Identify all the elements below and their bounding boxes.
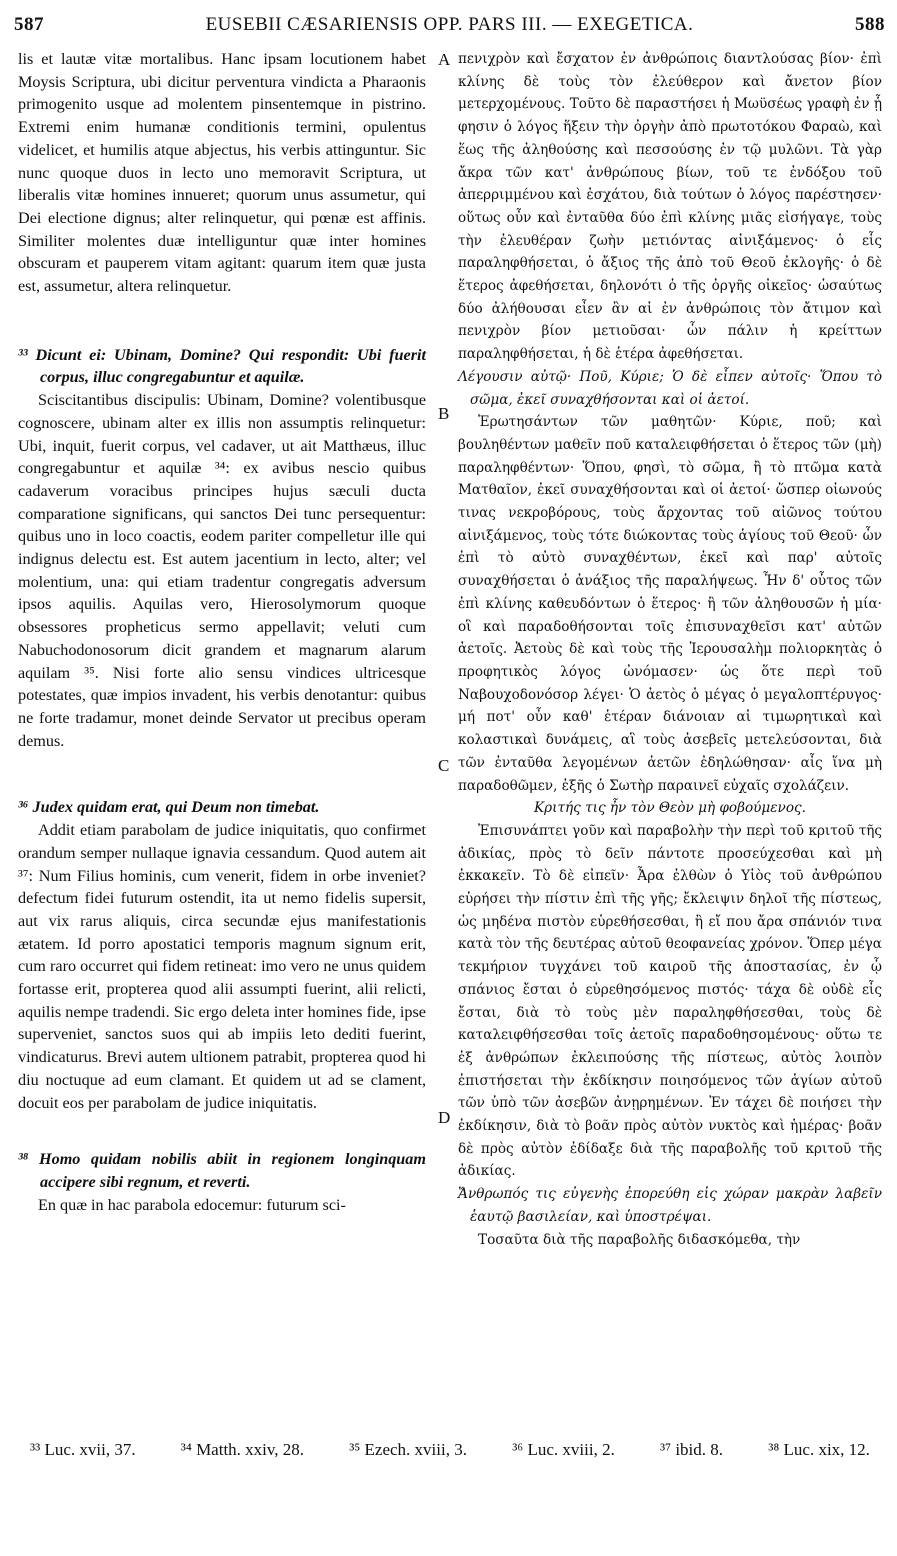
greek-paragraph-2: Ἐρωτησάντων τῶν μαθητῶν· Κύριε, ποῦ; καὶ βουληθέντων μαθεῖν ποῦ καταλειφθήσεται ὁ ἕτερος τῶν (μὴ) παραληφθέντων· Ὅπου, φησὶ, τὸ σῶμα, ἢ τὸ πτῶμα κατὰ Ματθαῖον, ἐκεῖ συναχθήσονται καὶ οἱ ἀετοί· ὥσπερ οἰωνούς τινας νεκροβόρους, τοὺς ἄρχοντας τοῦ αἰῶνος τούτου αἰνιξάμενος, τοὺς τότε διώκοντας τοὺς ἁγίους τοῦ Θεοῦ· ὧν ἐπὶ τὸ αὐτὸ συναχθέντων, ἐκεῖ καὶ παρ' αὐτοῖς συναχθήσεται ὁ ἀνάξιος τῆς παραλήψεως. Ἦν δ' οὗτος τῶν ἐπὶ κλίνης καθευδόντων ὁ ἕτερος· ἢ τῶν ἀληθουσῶν ἡ μία· οἳ καὶ παραδοθήσονται τοῖς ἐπισυναχθεῖσι κατ' αὐτῶν ἀετοῖς. Ἀετοὺς δὲ καὶ τοὺς τῆς Ἱερουσαλὴμ πολιορκητὰς ὁ προφητικὸς λόγος ὠνόμασεν· ὡς ὅτε περὶ τοῦ Ναβουχοδονόσορ λέγει· Ὁ ἀετὸς ὁ μέγας ὁ μεγαλοπτέρυγος· μή ποτ' οὖν καθ' ἑτέραν διάνοιαν αἱ τιμωρητικαὶ καὶ κολαστικαὶ δυνάμεις, αἳ τοὺς ἀσεβεῖς μετελεύσονται, διὰ τῶν ἐνταῦθα λεγομένων ἀετῶν ἐδηλώθησαν· αἷς ἵνα μὴ παραδοθῶμεν, ἑξῆς ὁ Σωτὴρ παραινεῖ εὐχαῖς σχολάζειν. bbox=[458, 414, 882, 794]
latin-verse-heading-36: ³⁶ Judex quidam erat, qui Deum non timebat. bbox=[18, 798, 320, 817]
latin-paragraph-1: lis et lautæ vitæ mortalibus. Hanc ipsam locutionem habet Moysis Scriptura, ubi dicitur perventura vindicta a Pharaonis primogenito usque ad molentem pinsentemque in pistrino. Extremi enim humanæ conditionis termini, opulentus videlicet, et humilis atque abjectus, his verbis attinguntur. Sic nunc quoque duos in lecto uno memoravit Scriptura, ut liberalis vitæ homines innueret; quorum unus assumetur, qui Dei electione dignus; alter relinquetur, qui pœnæ est affinis. Similiter molentes duæ intelliguntur quæ inter homines obscuram et pauperem vitam agitant: quarum item quæ justa est, assumetur, altera relinquetur. bbox=[18, 50, 426, 296]
greek-verse-heading-36: Κριτής τις ἦν τὸν Θεὸν μὴ φοβούμενος. bbox=[534, 800, 806, 817]
section-marker-c: C bbox=[438, 756, 450, 775]
latin-verse-heading-38: ³⁸ Homo quidam nobilis abiit in regionem longinquam accipere sibi regnum, et reverti. bbox=[18, 1150, 426, 1191]
footnotes bbox=[30, 1440, 870, 1460]
running-title: EUSEBII CÆSARIENSIS OPP. PARS III. — EXEGETICA. bbox=[205, 14, 694, 35]
greek-column bbox=[458, 48, 882, 1251]
footnote-38: ³⁸ Luc. xix, 12. bbox=[768, 1440, 870, 1459]
latin-verse-heading-33: ³³ Dicunt ei: Ubinam, Domine? Qui respondit: Ubi fuerit corpus, illuc congregabuntur et aquilæ. bbox=[18, 345, 426, 387]
greek-paragraph-1: πενιχρὸν καὶ ἔσχατον ἐν ἀνθρώποις διαντλούσας βίον· ἐπὶ κλίνης δὲ τοὺς τὸν ἐλεύθερον καὶ ἄνετον βίον μετερχομένους. Τοῦτο δὲ παραστήσει ἡ Μωϋσέως γραφὴ ἐν ᾗ φησιν ὁ λόγος ἥξειν τὴν ὀργὴν ἀπὸ πρωτοτόκου Φαραὼ, καὶ ἕως τῆς ἀληθούσης καὶ πεσσούσης ἐν τῷ μυλῶνι. Τὰ γὰρ ἄκρα τῶν κατ' ἀνθρώπους βίων, τοῦ τε ἐνδόξου τοῦ ἀπερριμμένου καὶ ἐσχάτου, διὰ τούτων ὁ λόγος παρέστησεν· οὕτως οὖν καὶ ἐνταῦθα δύο ἐπὶ κλίνης μιᾶς εἰσήγαγε, τοὺς τὴν ἐλευθέραν ζωὴν μετιόντας αἰνιξάμενος· ὁ εἷς παραληφθήσεται, ὁ ἄξιος τῆς ἀπὸ τοῦ Θεοῦ ἐκλογῆς· ὁ δὲ ἕτερος ἀφεθήσεται, δηλονότι ὁ τῆς ὀργῆς οἰκεῖος· ὡσαύτως δύο ἀλήθουσαι εἶεν ἂν αἱ ἐν ἀνθρώποις τὸν ἄτιμον καὶ πενιχρὸν βίον μετιοῦσαι· ὧν πάλιν ἡ κρείττων παραληφθήσεται, ἡ δὲ ἑτέρα ἀφεθήσεται. bbox=[458, 51, 882, 363]
footnote-33: ³³ Luc. xvii, 37. bbox=[30, 1440, 136, 1459]
latin-paragraph-4: En quæ in hac parabola edocemur: futurum sci- bbox=[38, 1195, 346, 1214]
section-marker-b: B bbox=[438, 404, 450, 423]
greek-paragraph-3: Ἐπισυνάπτει γοῦν καὶ παραβολὴν τὴν περὶ τοῦ κριτοῦ τῆς ἀδικίας, πρὸς τὸ δεῖν πάντοτε προσεύχεσθαι καὶ μὴ ἐκκακεῖν. Τὸ δὲ εἰπεῖν· Ἆρα ἐλθὼν ὁ Υἱὸς τοῦ ἀνθρώπου εὑρήσει τὴν πίστιν ἐπὶ τῆς γῆς; ἔκλειψιν δηλοῖ τῆς πίστεως, ὡς μηδένα πιστὸν εὑρεθήσεσθαι, ἢ εἴ που ἄρα σπάνιόν τινα κατὰ τὸν τῆς δευτέρας αὐτοῦ θεοφανείας χρόνον. Ὅπερ μέγα τεκμήριον τυγχάνει τοῦ καιροῦ τῆς ἀποστασίας, ἐν ᾧ σπάνιος ἔσται ὁ εὑρεθησόμενος πιστός· τάχα δὲ οὐδὲ εἷς ἔσται, διὰ τὸ τοὺς μὲν παραληφθήσεσθαι, τοὺς δὲ καταλειφθήσεσθαι τοῖς ἀετοῖς παραδοθησομένους· οὕτω τε ἐξ ἀνθρώπων ἐκλειπούσης τῆς πίστεως, αὐτὸς λοιπὸν ἐπιστήσεται τὴν ἐκδίκησιν ποιησόμενος τῶν ἁγίων αὐτοῦ τῶν ὑπὸ τῶν ἀσεβῶν ἀνῃρημένων. Ἐν τάχει δὲ ποιήσει τὴν ἐκδίκησιν, διὰ τὸ βοᾶν πρὸς αὐτὸν νυκτὸς καὶ ἡμέρας· βοᾶν δὲ πρὸς αὐτὸν ἐδίδαξε διὰ τῆς παραβολῆς τοῦ κριτοῦ τῆς ἀδικίας. bbox=[458, 822, 882, 1180]
footnote-37: ³⁷ ibid. 8. bbox=[660, 1440, 724, 1459]
section-marker-d: D bbox=[438, 1108, 451, 1127]
footnote-34: ³⁴ Matth. xxiv, 28. bbox=[180, 1440, 305, 1459]
greek-verse-heading-38: Ἄνθρωπός τις εὐγενὴς ἐπορεύθη εἰς χώραν μακρὰν λαβεῖν ἑαυτῷ βασιλείαν, καὶ ὑποστρέψαι. bbox=[458, 1186, 882, 1225]
page-number-right: 588 bbox=[855, 14, 885, 35]
page-header bbox=[14, 14, 885, 40]
footnote-35: ³⁵ Ezech. xviii, 3. bbox=[349, 1440, 467, 1459]
latin-paragraph-2: Sciscitantibus discipulis: Ubinam, Domine? volentibusque cognoscere, ubinam alter ex illis non assumptis relinquetur: Ubi, inquit, fuerit corpus, vel cadaver, ut ait Matthæus, illuc congregabuntur et aquilæ ³⁴: ex avibus nescio quibus cadaverum voracibus principes hujus sæculi ducta comparatione significans, qui sanctos Dei tunc persequentur: quibus uno in loco coactis, eodem pariter compelletur ille qui indignus delectu est. Est autem jacentium in lecto, alter; vel molentium, una: qui etiam tradentur congregatis adversum ipsos aquilis. Aquilas vero, Hierosolymorum quoque obsessores propheticus sermo appellavit; veluti cum Nabuchodonosorum dicit grandem et magnarum alarum aquilam ³⁵. Nisi forte alio sensu vindices ultricesque potestates, quæ impios invadent, his verbis denotantur: quibus ne forte tradamur, monet deinde Servator ut precibus operam demus. bbox=[18, 391, 426, 750]
greek-paragraph-4: Τοσαῦτα διὰ τῆς παραβολῆς διδασκόμεθα, τὴν bbox=[478, 1231, 801, 1248]
section-marker-a: A bbox=[438, 50, 451, 69]
latin-column bbox=[18, 48, 426, 1216]
footnote-36: ³⁶ Luc. xviii, 2. bbox=[512, 1440, 615, 1459]
latin-paragraph-3: Addit etiam parabolam de judice iniquitatis, quo confirmet orandum semper nullaque ignavia cessandum. Quod autem ait ³⁷: Num Filius hominis, cum venerit, fidem in orbe inveniet? defectum fidei futurum ostendit, ita ut nemo fidelis supersit, aut vix rarus aliquis, circa secundæ ejus manifestationis ætatem. Id porro apostatici temporis magnum signum erit, cum raro occurret qui fidem retineat: imo vero ne unus quidem fortasse erit, propterea quod alii assumpti fuerint, alii relicti, aquilis nempe tradendi. Sic ergo deleta inter homines fide, ipse superveniet, sanctos suos qui ab impiis leto dediti fuerint, vindicaturus. Brevi autem ultionem patrabit, propterea quod hi diu noctuque ad eum clamant. Et quidem ut ad se clament, docuit eos per parabolam de judice iniquitatis. bbox=[18, 821, 426, 1112]
page-number-left: 587 bbox=[14, 14, 44, 35]
greek-verse-heading-33: Λέγουσιν αὐτῷ· Ποῦ, Κύριε; Ὁ δὲ εἶπεν αὐτοῖς· Ὅπου τὸ σῶμα, ἐκεῖ συναχθήσονται καὶ οἱ ἀετοί. bbox=[458, 368, 882, 408]
